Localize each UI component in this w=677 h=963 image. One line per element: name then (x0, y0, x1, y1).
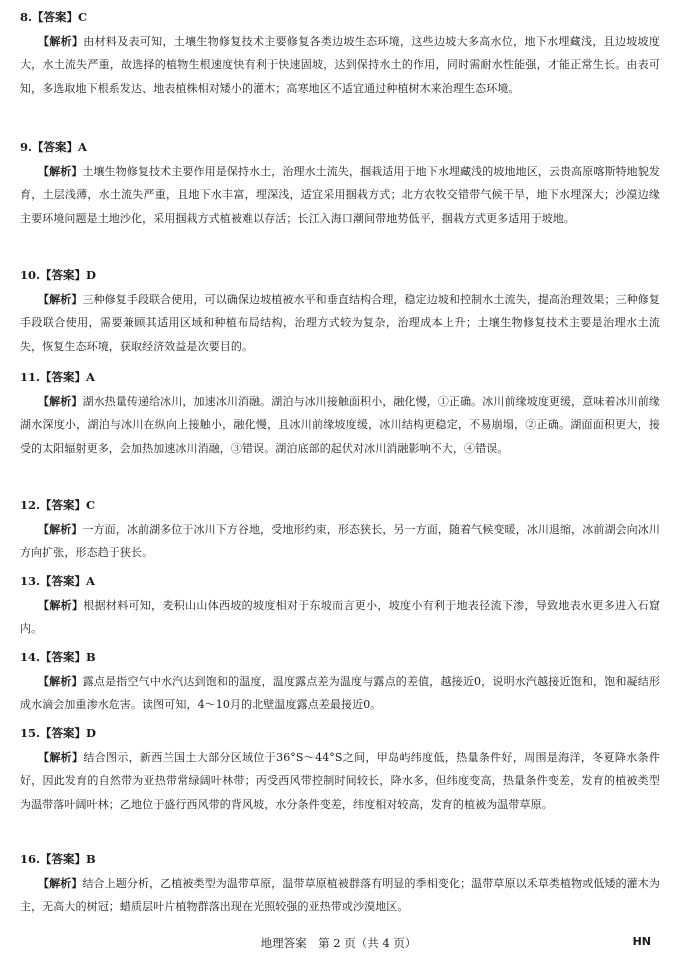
analysis-tag: 【解析】 (38, 751, 84, 764)
analysis-text: 结合图示，新西兰国土大部分区域位于36°S～44°S之间，甲岛屿纬度低，热量条件好，周围是海洋，冬夏降水条件好，因此发育的自然带为亚热带常绿阔叶林带；丙受西风带控制时间较长，降水多，但纬度变高，热量条件变差，发育的植被类型为温带落叶阔叶林；乙地位于盛行西风带的背风坡，水分条件变差，纬度相对较高，发育的植被为温带草原。 (20, 751, 660, 811)
analysis-text: 土壤生物修复技术主要作用是保持水土，治理水土流失，掴栽适用于地下水埋藏浅的坡地地区，云贵高原喀斯特地貌发育，土层浅薄，水土流失严重，且地下水丰富，埋深浅，适宜采用掴栽方式；北方农牧交错带气候干旱，地下水埋深大；沙漠边缘主要环境问题是土地沙化，采用掴栽方式植被难以存活；长江入海口潮间带地势低平，掴栽方式更多适用于坡地。 (20, 165, 660, 225)
analysis-text: 由材料及表可知，土壤生物修复技术主要修复各类边坡生态环境，这些边坡大多高水位，地下水埋藏浅，且边坡坡度大，水土流失严重，故选择的植物生根速度快有利于快速固坡，达到保持水土的作用，同时需耐水性能强，才能正常生长。由表可知，多选取地下根系发达、地表植株相对矮小的灌木；高寒地区不适宜通过种植树木来治理生态环境。 (20, 35, 660, 95)
question-16 (20, 850, 660, 919)
answer-value: D (86, 726, 96, 740)
question-12 (20, 496, 660, 565)
analysis-text: 一方面，冰前湖多位于冰川下方谷地，受地形约束，形态狭长，另一方面，随着气候变暖，冰川退缩，冰前湖会向冰川方向扩张，形态趋于狭长。 (20, 523, 660, 560)
question-number: 16. (20, 852, 41, 866)
question-number: 13. (20, 574, 41, 588)
analysis-paragraph (20, 160, 660, 230)
analysis-paragraph (20, 594, 660, 641)
analysis-text: 湖水热量传递给冰川，加速冰川消融。湖泊与冰川接触面积小，融化慢，①正确。冰川前缘坡度更缓，意味着冰川前缘湖水深度小，湖泊与冰川在纵向上接触小，融化慢，且冰川前缘坡度缓，冰川结构更稳定，不易崩塌，②正确。湖面面积更大，接受的太阳辐射更多，会加热加速冰川消融，③错误。湖泊底部的起伏对冰川消融影响不大，④错误。 (20, 395, 660, 455)
analysis-text: 露点是指空气中水汽达到饱和的温度，温度露点差为温度与露点的差值，越接近0，说明水汽越接近饱和，饱和凝结形成水滴会加重渗水危害。读图可知，4～10月的北壁温度露点差最接近0。 (20, 675, 660, 712)
answer-line (20, 266, 660, 284)
analysis-tag: 【解析】 (38, 165, 83, 178)
analysis-paragraph (20, 872, 660, 919)
analysis-tag: 【解析】 (38, 35, 84, 48)
answer-line (20, 572, 660, 590)
question-9 (20, 138, 660, 230)
question-number: 8. (20, 10, 33, 24)
answer-line (20, 648, 660, 666)
footer-page-label: 地理答案 第 2 页（共 4 页） (260, 936, 417, 950)
question-13 (20, 572, 660, 641)
question-number: 15. (20, 726, 41, 740)
answer-line (20, 368, 660, 386)
answer-value: C (78, 10, 88, 24)
answer-tag: 【答案】 (40, 726, 87, 740)
analysis-tag: 【解析】 (38, 877, 83, 890)
analysis-tag: 【解析】 (38, 293, 83, 306)
analysis-text: 结合上题分析，乙植被类型为温带草原，温带草原植被群落有明显的季相变化；温带草原以禾草类植物或低矮的灌木为主，无高大的树冠；蜡质层叶片植物群落出现在光照较强的亚热带或沙漠地区。 (20, 877, 660, 914)
answer-tag: 【答案】 (32, 10, 79, 24)
analysis-paragraph (20, 288, 660, 358)
question-number: 12. (20, 498, 41, 512)
analysis-tag: 【解析】 (38, 675, 83, 688)
question-14 (20, 648, 660, 717)
analysis-paragraph (20, 670, 660, 717)
answer-value: A (86, 574, 95, 588)
answer-line (20, 496, 660, 514)
answer-value: A (86, 370, 95, 384)
footer-region-code: HN (632, 935, 651, 948)
answer-tag: 【答案】 (40, 498, 87, 512)
analysis-paragraph (20, 746, 660, 816)
page-footer (0, 935, 677, 955)
analysis-text: 三种修复手段联合使用，可以确保边坡植被水平和垂直结构合理，稳定边坡和控制水土流失，提高治理效果；三种修复手段联合使用，需要兼顾其适用区域和种植布局结构，治理方式较为复杂，治理成本上升；土壤生物修复技术主要是治理水土流失，恢复生态环境，获取经济效益是次要目的。 (20, 293, 660, 353)
analysis-tag: 【解析】 (38, 523, 83, 536)
answer-value: A (78, 140, 87, 154)
answer-value: C (86, 498, 96, 512)
answer-tag: 【答案】 (32, 140, 79, 154)
question-8 (20, 8, 660, 100)
analysis-paragraph (20, 30, 660, 100)
answer-value: B (86, 650, 96, 664)
question-number: 14. (20, 650, 41, 664)
answer-line (20, 8, 660, 26)
question-number: 10. (20, 268, 41, 282)
answer-line (20, 724, 660, 742)
answer-value: D (86, 268, 96, 282)
analysis-tag: 【解析】 (38, 395, 83, 408)
question-number: 11. (20, 370, 41, 384)
answer-line (20, 138, 660, 156)
answer-value: B (86, 852, 96, 866)
analysis-paragraph (20, 518, 660, 565)
answer-tag: 【答案】 (40, 852, 87, 866)
answer-tag: 【答案】 (40, 370, 87, 384)
analysis-tag: 【解析】 (38, 599, 84, 612)
answer-tag: 【答案】 (40, 574, 87, 588)
answer-line (20, 850, 660, 868)
answer-tag: 【答案】 (40, 650, 87, 664)
question-11 (20, 368, 660, 460)
answer-tag: 【答案】 (40, 268, 87, 282)
analysis-paragraph (20, 390, 660, 460)
question-15 (20, 724, 660, 816)
question-number: 9. (20, 140, 33, 154)
analysis-text: 根据材料可知，麦积山山体西坡的坡度相对于东坡而言更小，坡度小有利于地表径流下渗，导致地表水更多进入石窟内。 (20, 599, 660, 636)
question-10 (20, 266, 660, 358)
